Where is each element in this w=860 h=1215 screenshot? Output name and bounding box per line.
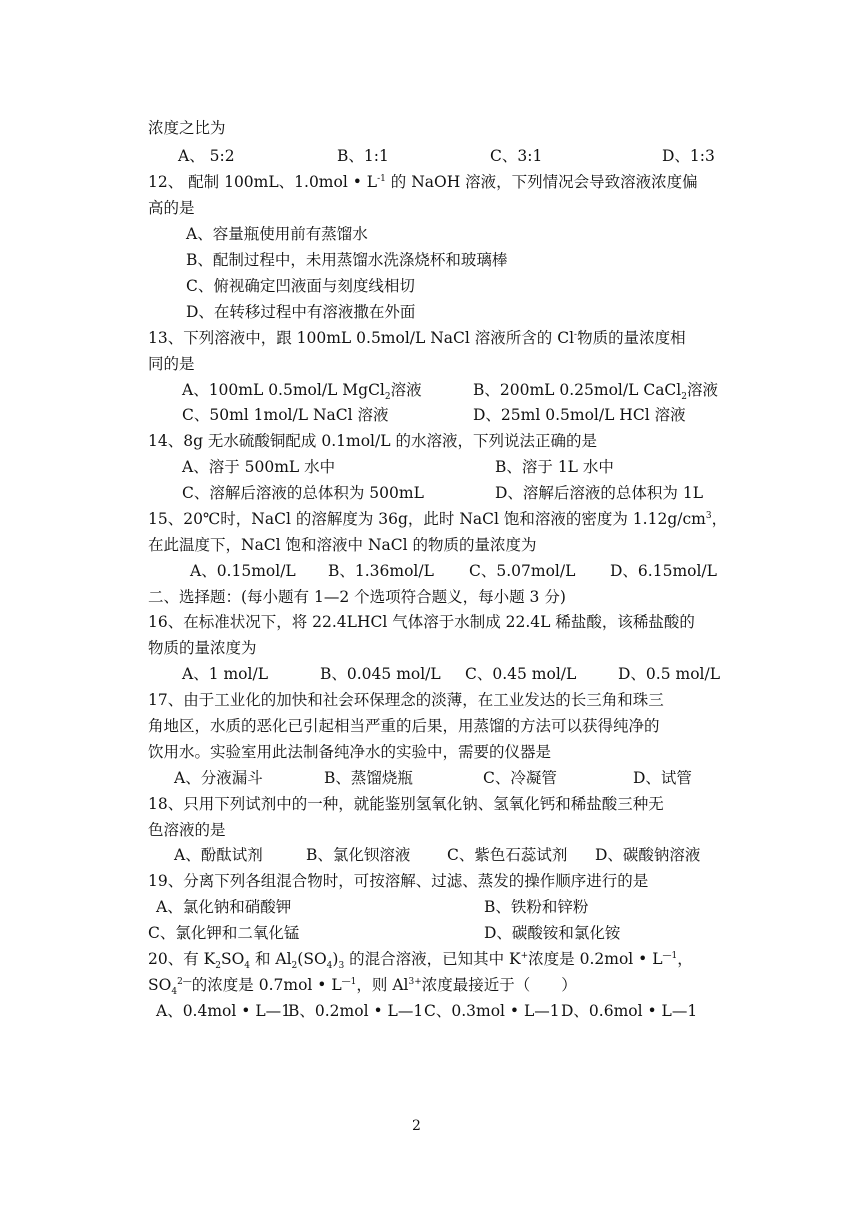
option-a: A、分液漏斗 — [174, 769, 263, 787]
option-c: C、氯化钾和二氧化锰 — [148, 924, 300, 942]
section-heading: 二、选择题：(每小题有 1—2 个选项符合题义，每小题 3 分) — [148, 588, 566, 606]
option-b: B、配制过程中，未用蒸馏水洗涤烧杯和玻璃棒 — [186, 251, 508, 269]
option-a: A、 5:2 — [178, 147, 235, 165]
option-c: C、溶解后溶液的总体积为 500mL — [182, 484, 424, 502]
option-b: B、蒸馏烧瓶 — [324, 769, 413, 787]
option-b: B、200mL 0.25mol/L CaCl$_2$溶液 — [473, 381, 719, 403]
option-a: A、容量瓶使用前有蒸馏水 — [186, 225, 368, 243]
text-line: 物质的量浓度为 — [148, 639, 257, 657]
page-number: 2 — [412, 1118, 421, 1134]
option-b: B、0.2mol • L—1 — [288, 1002, 424, 1020]
question-13: 13、下列溶液中，跟 100mL 0.5mol/L NaCl 溶液所含的 Cl-物质的量浓度相 — [148, 329, 686, 347]
option-c: C、俯视确定凹液面与刻度线相切 — [186, 277, 415, 295]
option-c: C、紫色石蕊试剂 — [447, 846, 568, 864]
option-c: C、0.45 mol/L — [465, 665, 577, 683]
text-line: 浓度之比为 — [148, 119, 226, 137]
option-d: D、0.6mol • L—1 — [561, 1002, 698, 1020]
text-line: 角地区，水质的恶化已引起相当严重的后果，用蒸馏的方法可以获得纯净的 — [148, 717, 660, 735]
question-20: 20、有 $K_2SO_4$ 和 $Al_2(SO_4)_3$ 的混合溶液，已知其中 K+浓度是 0.2mol • $L^{—1}$， — [148, 950, 693, 972]
option-b: B、氯化钡溶液 — [306, 846, 411, 864]
option-d: D、试管 — [633, 769, 692, 787]
question-15: 15、20℃时，NaCl 的溶解度为 36g，此时 NaCl 饱和溶液的密度为 $1.12g/cm^3$， — [148, 510, 728, 528]
text-line: 高的是 — [148, 199, 195, 217]
option-a: A、100mL 0.5mol/L MgCl$_2$溶液 — [182, 381, 422, 403]
text-line: 色溶液的是 — [148, 821, 226, 839]
option-b: B、溶于 1L 水中 — [495, 458, 614, 476]
option-b: B、铁粉和锌粉 — [484, 898, 589, 916]
option-d: D、溶解后溶液的总体积为 1L — [495, 484, 704, 502]
option-c: C、3:1 — [490, 147, 543, 165]
question-14: 14、8g 无水硫酸铜配成 0.1mol/L 的水溶液，下列说法正确的是 — [148, 432, 597, 450]
option-d: D、0.5 mol/L — [618, 665, 721, 683]
text-line: 饮用水。实验室用此法制备纯净水的实验中，需要的仪器是 — [148, 743, 552, 761]
option-d: D、1:3 — [662, 147, 715, 165]
option-a: A、1 mol/L — [182, 665, 268, 683]
option-a: A、0.4mol • L—1 — [156, 1002, 291, 1020]
option-d: D、25ml 0.5mol/L HCl 溶液 — [473, 406, 686, 424]
question-16: 16、在标准状况下，将 22.4LHCl 气体溶于水制成 22.4L 稀盐酸，该稀盐酸的 — [148, 613, 695, 631]
option-c: C、0.3mol • L—1 — [424, 1002, 560, 1020]
question-12: 12、 配制 100mL、1.0mol • $L^{-1}$ 的 NaOH 溶液，下列情况会导致溶液浓度偏 — [148, 173, 698, 191]
text-line: 同的是 — [148, 355, 195, 373]
question-17: 17、由于工业化的加快和社会环保理念的淡薄，在工业发达的长三角和珠三 — [148, 691, 664, 709]
text-line: 在此温度下，NaCl 饱和溶液中 NaCl 的物质的量浓度为 — [148, 536, 537, 554]
option-b: B、0.045 mol/L — [320, 665, 441, 683]
option-d: D、6.15mol/L — [610, 562, 717, 580]
option-b: B、1.36mol/L — [328, 562, 434, 580]
option-a: A、氯化钠和硝酸钾 — [156, 898, 292, 916]
option-d: D、碳酸铵和氯化铵 — [484, 924, 621, 942]
option-a: A、酚酞试剂 — [174, 846, 263, 864]
option-d: D、在转移过程中有溶液撒在外面 — [186, 303, 416, 321]
option-a: A、0.15mol/L — [190, 562, 296, 580]
option-c: C、50ml 1mol/L NaCl 溶液 — [182, 406, 389, 424]
option-d: D、碳酸钠溶液 — [595, 846, 701, 864]
question-19: 19、分离下列各组混合物时，可按溶解、过滤、蒸发的操作顺序进行的是 — [148, 872, 649, 890]
option-c: C、5.07mol/L — [469, 562, 576, 580]
question-18: 18、只用下列试剂中的一种，就能鉴别氢氧化钠、氢氧化钙和稀盐酸三种无 — [148, 795, 664, 813]
option-a: A、溶于 500mL 水中 — [182, 458, 336, 476]
option-b: B、1:1 — [337, 147, 389, 165]
text-line: $SO_4^{2—}$的浓度是 0.7mol • $L^{—1}$，则 $Al^{3+}$浓度最接近于（ ） — [148, 976, 577, 998]
option-c: C、冷凝管 — [483, 769, 557, 787]
